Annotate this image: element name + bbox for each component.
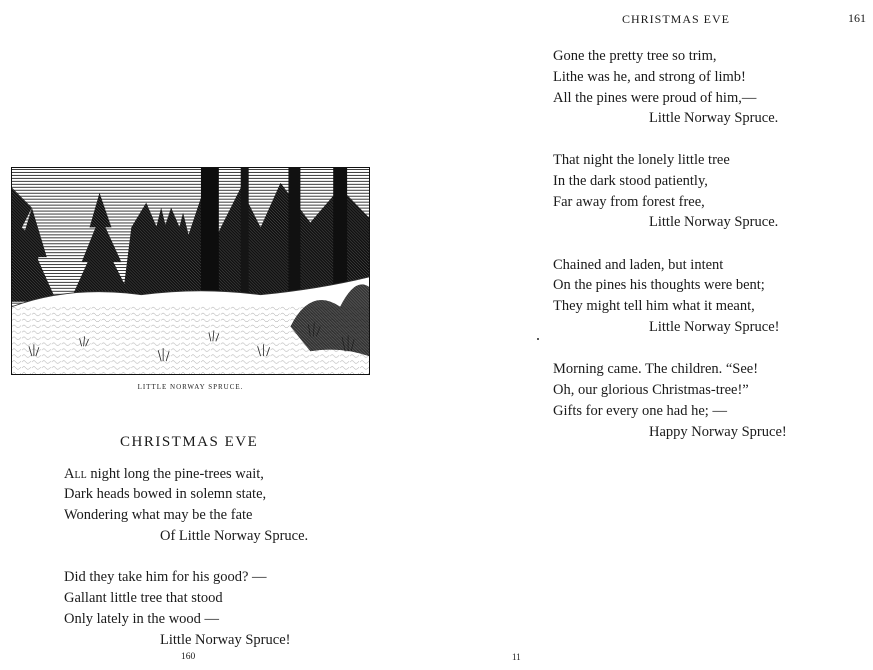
stanza4-line3: Far away from forest free, (553, 194, 705, 210)
stanza4-line1: That night the lonely little tree (553, 152, 730, 168)
stanza4-line4: Little Norway Spruce. (649, 214, 779, 230)
stanza3-line4: Little Norway Spruce. (649, 110, 779, 126)
stanza4-line2: In the dark stood patiently, (553, 173, 708, 189)
illustration-caption: LITTLE NORWAY SPRUCE. (137, 383, 244, 391)
right-page-number: 161 (848, 11, 866, 25)
stanza6-line4: Happy Norway Spruce! (649, 424, 787, 440)
stanza2-line2: Gallant little tree that stood (64, 590, 223, 606)
norway-spruce-illustration (11, 167, 370, 375)
stanza5-line1: Chained and laden, but intent (553, 257, 724, 273)
stanza3-line1: Gone the pretty tree so trim, (553, 48, 717, 64)
left-page-number: 160 (181, 652, 196, 662)
right-page (436, 0, 873, 670)
stanza1-line3: Wondering what may be the fate (64, 507, 253, 523)
running-head: CHRISTMAS EVE (622, 12, 731, 26)
stanza2-line3: Only lately in the wood — (64, 611, 220, 627)
stanza6-line1: Morning came. The children. “See! (553, 361, 759, 377)
stanza1-line4: Of Little Norway Spruce. (160, 528, 309, 544)
stanza1-line1-rest: night long the pine-trees wait, (86, 466, 264, 482)
stanza3-line2: Lithe was he, and strong of limb! (553, 69, 746, 85)
signature-mark: 11 (512, 652, 521, 662)
stanza6-line2: Oh, our glorious Christmas-tree!” (553, 382, 749, 398)
stanza5-line4: Little Norway Spruce! (649, 319, 780, 335)
stanza2-line4: Little Norway Spruce! (160, 632, 291, 648)
left-page (0, 0, 436, 670)
stanza5-line3: They might tell him what it meant, (553, 298, 755, 314)
ink-speck (537, 338, 539, 340)
stanza6-line3: Gifts for every one had he; — (553, 403, 727, 419)
stanza5-line2: On the pines his thoughts were bent; (553, 277, 765, 293)
winter-forest-engraving (12, 168, 369, 374)
stanza2-line1: Did they take him for his good? — (64, 569, 267, 585)
stanza1-line1-first-word: All (64, 466, 87, 482)
stanza1-line2: Dark heads bowed in solemn state, (64, 486, 267, 502)
stanza1-line1 (64, 466, 264, 482)
stanza3-line3: All the pines were proud of him,— (553, 90, 757, 106)
poem-title: CHRISTMAS EVE (120, 434, 259, 450)
